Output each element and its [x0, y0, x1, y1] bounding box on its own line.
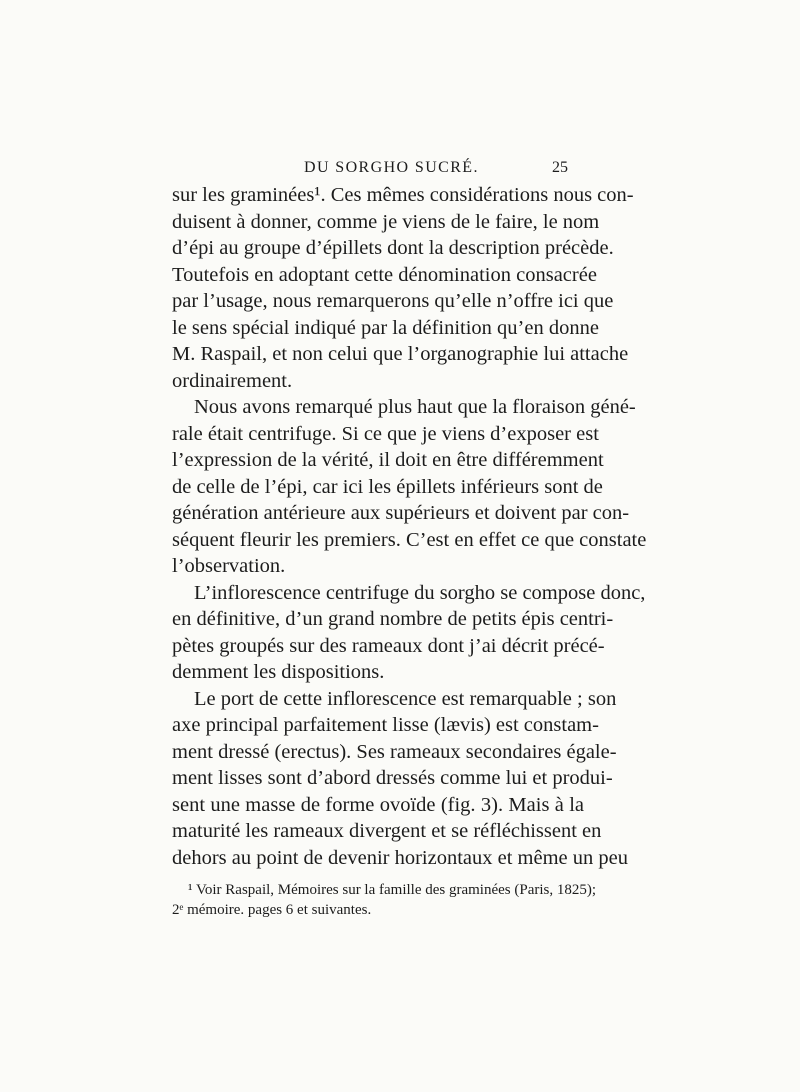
text-line: ordinairement. — [172, 369, 293, 392]
text-line: rale était centrifuge. Si ce que je viens d’exposer est — [172, 422, 599, 445]
text-line: maturité les rameaux divergent et se réfléchissent en — [172, 820, 602, 842]
text-line: pètes groupés sur des rameaux dont j’ai décrit précé- — [172, 634, 605, 657]
text-line: l’expression de la vérité, il doit en être différemment — [172, 449, 604, 471]
text-line: M. Raspail, et non celui que l’organographie lui attache — [172, 343, 629, 365]
text-line: en définitive, d’un grand nombre de petits épis centri- — [172, 608, 614, 630]
footnote — [172, 880, 597, 920]
paragraph-4 — [172, 686, 628, 872]
text-line: Nous avons remarqué plus haut que la floraison géné- — [194, 396, 636, 418]
paragraph-3 — [172, 580, 646, 686]
text-line: Le port de cette inflorescence est remarquable ; son — [194, 687, 617, 710]
text-line: séquent fleurir les premiers. C’est en effet ce que constate — [172, 528, 647, 551]
text-line: L’inflorescence centrifuge du sorgho se compose donc, — [194, 581, 646, 604]
text-line: sent une masse de forme ovoïde (fig. 3). Mais à la — [172, 793, 584, 816]
footnote-line: ¹ Voir Raspail, Mémoires sur la famille des graminées (Paris, 1825); — [188, 882, 597, 898]
text-line: demment les dispositions. — [172, 661, 385, 683]
text-line: l’observation. — [172, 555, 286, 577]
body-text — [172, 182, 647, 871]
text-line: sur les graminées¹. Ces mêmes considérations nous con- — [172, 184, 634, 206]
text-line: ment dressé (erectus). Ses rameaux secondaires égale- — [172, 740, 617, 763]
text-line: d’épi au groupe d’épillets dont la description précède. — [172, 237, 614, 259]
text-line: ment lisses sont d’abord dressés comme lui et produi- — [172, 767, 613, 789]
text-line: Toutefois en adoptant cette dénomination consacrée — [172, 263, 597, 286]
text-line: par l’usage, nous remarquerons qu’elle n’offre ici que — [172, 290, 614, 312]
paragraph-1 — [172, 182, 634, 394]
paragraph-2 — [172, 394, 647, 580]
running-head — [172, 156, 568, 180]
text-line: génération antérieure aux supérieurs et doivent par con- — [172, 502, 630, 524]
text-line: duisent à donner, comme je viens de le faire, le nom — [172, 210, 600, 233]
text-line: de celle de l’épi, car ici les épillets inférieurs sont de — [172, 475, 603, 498]
text-line: le sens spécial indiqué par la définition qu’en donne — [172, 316, 599, 339]
running-title: DU SORGHO SUCRÉ. — [304, 159, 479, 176]
text-line: axe principal parfaitement lisse (lævis) est constam- — [172, 714, 599, 736]
footnote-line: 2ᵉ mémoire. pages 6 et suivantes. — [172, 902, 372, 918]
page-number: 25 — [552, 159, 568, 176]
text-line: dehors au point de devenir horizontaux et même un peu — [172, 846, 628, 869]
